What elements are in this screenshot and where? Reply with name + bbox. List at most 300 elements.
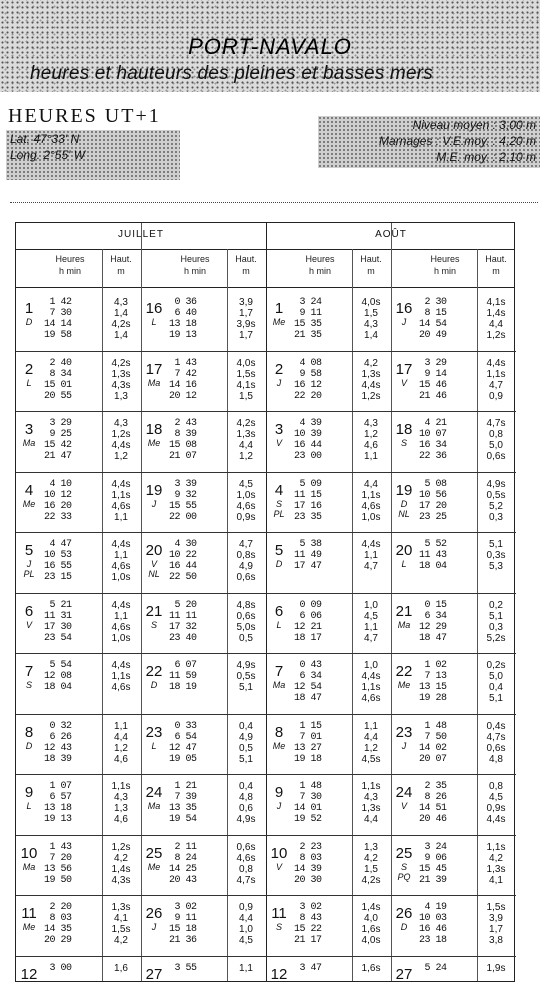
day-of-week: Me [397,680,411,690]
tide-times: 0 09 6 06 12 21 18 17 [294,599,322,644]
row-separator [16,774,141,775]
day-number: 12 [270,965,288,983]
tide-heights [228,902,264,946]
tide-heights [103,600,139,644]
row-separator [391,411,516,412]
header-heures: Heures h min [180,254,210,276]
day-number: 17 [395,360,413,378]
tide-heights [228,842,264,886]
tide-height: 4,4s [361,671,381,682]
tide-height: 4,2 [489,852,503,864]
day-label [268,604,290,630]
month-aout: AOÛT [375,229,407,240]
day-number: 7 [24,663,34,680]
day-of-week: Ma [22,438,36,448]
tide-heights [478,660,514,704]
tide-height: 1,3s [111,902,131,913]
tide-times: 3 29 9 25 15 42 21 47 [44,418,72,462]
tide-height: 0,5s [236,671,256,682]
row-separator [266,774,391,775]
tide-heights [478,479,514,523]
tide-height: 4,9s [236,660,256,671]
tide-heights [228,660,264,693]
tide-height: 4,2 [364,852,378,864]
tide-height: 1,2s [486,330,506,341]
tide-times: 1 48 7 50 14 02 20 07 [419,720,447,765]
day-number: 4 [24,481,34,499]
day-label [268,906,290,932]
row-separator [266,714,391,715]
row-separator [141,351,266,352]
tide-height: 3,8 [489,935,503,946]
dotted-separator [10,202,538,203]
tide-height: 4,4 [364,478,378,490]
day-of-week: Me [147,438,161,448]
header-heures: Heures h min [305,254,335,276]
tide-height: 1,1 [239,962,253,974]
tide-height: 4,4s [111,478,131,490]
tide-height: 3,9s [236,319,256,330]
day-number: 27 [145,965,163,983]
row-separator [16,532,141,533]
tide-times: 5 20 11 11 17 32 23 40 [169,599,197,644]
day-number: 23 [145,723,163,741]
day-label [393,543,415,569]
tide-height: 1,3 [114,803,128,814]
month-juillet: JUILLET [118,229,164,240]
tide-height: 0,8 [489,781,503,792]
day-number: 19 [145,481,163,499]
tide-height: 1,3s [111,368,131,380]
row-separator [266,593,391,594]
tide-heights [353,539,389,572]
tide-times: 5 09 11 15 17 16 23 35 [294,478,322,523]
day-label [143,967,165,983]
tide-height: 0,2s [486,660,506,671]
day-of-week: Me [22,922,36,932]
tide-times: 4 47 10 53 16 55 23 15 [44,539,72,583]
tide-height: 1,4 [114,308,128,319]
day-label [393,664,415,690]
tide-height: 4,2 [364,357,378,369]
tide-height: 4,2s [361,874,381,886]
tide-times: 2 30 8 15 14 54 20 49 [419,297,447,341]
day-of-week: S [275,922,282,932]
day-label [393,846,415,882]
tide-height: 1,6 [114,962,128,974]
tide-heights [228,963,264,974]
tide-height: 4,2s [236,418,256,429]
tide-height: 1,0s [361,511,381,523]
row-separator [391,774,516,775]
tide-times: 0 15 6 34 12 29 18 47 [419,599,447,644]
tide-times: 0 32 6 26 12 43 18 39 [44,720,72,765]
day-of-week: Me [272,317,286,327]
tide-height: 0,6s [236,610,256,622]
tide-heights [478,902,514,946]
tide-heights [228,781,264,825]
tide-heights [228,479,264,523]
tide-height: 1,1 [364,550,378,561]
tide-heights [353,600,389,644]
tide-heights [353,781,389,825]
tide-height: 1,2 [364,429,378,440]
day-of-week: J [26,559,32,569]
day-of-week: V [275,438,282,448]
day-number: 8 [24,723,34,741]
tide-height: 1,7 [239,330,253,341]
day-number: 7 [274,663,284,680]
tide-heights [103,479,139,523]
tide-heights [478,721,514,765]
day-label [143,422,165,448]
tide-height: 1,1s [361,781,381,792]
day-of-week: J [276,801,282,811]
header-hauteur: Haut. m [360,254,382,276]
tide-heights [353,842,389,886]
day-of-week: J [276,377,282,388]
day-label [143,725,165,751]
tide-times: 3 02 8 43 15 22 21 17 [294,902,322,946]
tide-height: 3,9 [489,913,503,924]
tide-height: 1,5 [364,863,378,875]
row-separator [141,653,266,654]
day-label [268,725,290,751]
day-of-week: S [400,438,407,448]
day-of-week: D [400,922,408,932]
tide-height: 4,3 [364,418,378,429]
day-label [393,604,415,630]
day-of-week: J [401,740,407,751]
day-label [143,301,165,327]
tide-times: 3 55 [169,962,197,974]
tide-height: 4,7 [364,632,378,644]
tide-height: 1,1s [111,781,131,792]
tide-height: 1,0 [239,924,253,935]
day-label [393,301,415,327]
day-number: 22 [395,663,413,680]
header-heures: Heures h min [55,254,85,276]
day-of-week: D [400,498,408,509]
tide-heights [228,358,264,402]
tide-times: 1 43 7 20 13 56 19 50 [44,841,72,886]
tide-height: 4,5 [364,610,378,622]
tide-times: 3 29 9 14 15 46 21 46 [419,357,447,402]
tide-height: 4,1 [489,874,503,886]
tide-times: 3 24 9 11 15 35 21 35 [294,297,322,341]
tide-height: 1,3s [486,863,506,875]
tide-height: 1,4 [114,330,128,341]
row-separator [16,714,141,715]
day-of-week: V [400,801,407,811]
row-separator [266,835,391,836]
tide-height: 4,2s [111,357,131,369]
tide-height: 4,2 [114,852,128,864]
tide-height: 4,5s [361,753,381,765]
tide-height: 4,9 [239,561,253,572]
day-number: 24 [145,784,163,801]
tide-height: 0,4 [239,720,253,732]
day-number: 3 [274,421,284,438]
month-header-row [16,223,514,250]
tide-times: 5 54 12 08 18 04 [44,660,72,693]
tide-height: 1,4s [486,308,506,319]
day-number: 26 [395,905,413,922]
day-of-week: D [275,559,283,569]
day-of-week: L [26,377,32,388]
tide-height: 4,7s [236,874,256,886]
tide-height: 5,0s [236,621,256,633]
tide-height: 4,6s [236,500,256,512]
row-separator [266,956,391,957]
tide-heights [478,418,514,462]
tide-height: 1,0s [111,572,131,583]
tide-heights [228,297,264,341]
tide-height: 1,0s [236,489,256,501]
tide-height: 0,3s [486,550,506,561]
tide-height: 0,2 [489,599,503,611]
row-separator [16,472,141,473]
tide-heights [103,297,139,341]
tide-height: 0,6s [236,841,256,853]
tide-times: 3 39 9 32 15 55 22 00 [169,478,197,523]
tide-height: 1,6s [361,962,381,974]
day-label [268,301,290,327]
row-separator [391,956,516,957]
tide-height: 5,2 [489,500,503,512]
moon-phase: PQ [397,871,411,882]
tide-height: 0,5 [239,742,253,754]
day-of-week: S [275,498,282,509]
day-of-week: J [401,317,407,327]
day-number: 18 [145,421,163,438]
day-label [18,301,40,327]
day-number: 12 [20,965,38,983]
day-label [18,846,40,872]
tide-times: 1 42 7 30 14 14 19 58 [44,297,72,341]
tide-times: 2 11 8 24 14 25 20 43 [169,841,197,886]
tide-height: 1,5 [364,308,378,319]
tide-times: 4 08 9 58 16 12 22 20 [294,357,322,402]
tide-height: 4,6s [111,561,131,572]
spring-tide-range: Marnages : V.E.moy. : 4,20 m [379,134,536,148]
day-label [18,664,40,690]
subtitle: heures et hauteurs des pleines et basses mers [30,63,433,84]
row-separator [391,653,516,654]
tide-times: 0 33 6 54 12 47 19 05 [169,720,197,765]
tide-height: 0,9 [239,902,253,913]
tide-height: 4,4 [239,440,253,451]
tide-height: 4,7s [486,418,506,429]
row-separator [141,411,266,412]
tide-heights [478,781,514,825]
tide-height: 1,0s [111,632,131,644]
tide-heights [478,600,514,644]
tide-height: 4,5 [239,478,253,490]
day-of-week: Ma [147,801,161,811]
neap-tide-range: M.E. moy. : 2,10 m [436,150,536,164]
port-title: PORT-NAVALO [188,34,352,59]
day-number: 2 [24,360,34,378]
coordinates-box [6,130,180,180]
tide-times: 2 23 8 03 14 39 20 30 [294,841,322,886]
day-number: 24 [395,784,413,801]
tide-height: 5,1 [489,610,503,622]
tide-times: 1 15 7 01 13 27 19 18 [294,720,322,765]
tide-height: 1,1s [111,489,131,501]
tide-height: 4,0s [361,935,381,946]
tide-height: 4,1s [236,379,256,391]
header-heures: Heures h min [430,254,460,276]
row-separator [16,835,141,836]
tide-height: 1,1 [114,550,128,561]
tide-height: 0,5 [239,632,253,644]
tide-height: 4,5 [489,792,503,803]
tide-height: 4,4s [361,379,381,391]
tide-height: 1,3s [236,429,256,440]
day-of-week: V [275,861,282,872]
tide-heights [478,358,514,402]
tide-heights [353,963,389,974]
day-of-week: L [401,559,407,569]
tide-height: 5,2s [486,632,506,644]
day-of-week: Me [147,861,161,872]
day-of-week: L [276,619,282,630]
tide-times: 2 40 8 34 15 01 20 55 [44,357,72,402]
tide-height: 0,4s [486,720,506,732]
column-divider [266,223,267,981]
row-separator [16,593,141,594]
tide-height: 4,3 [364,792,378,803]
row-separator [391,351,516,352]
tide-height: 1,4 [364,330,378,341]
day-number: 8 [274,723,284,741]
day-label [393,906,415,932]
tide-heights [103,902,139,946]
moon-phase: PL [273,508,285,519]
tide-height: 5,1 [489,539,503,550]
tide-height: 0,5s [486,489,506,501]
day-of-week: Ma [397,619,411,630]
tide-height: 4,6s [111,682,131,693]
tide-heights [228,418,264,462]
tide-times: 2 35 8 26 14 51 20 46 [419,781,447,825]
tide-times: 6 07 11 59 18 19 [169,660,197,693]
tide-times: 2 43 8 39 15 08 21 07 [169,418,197,462]
tide-height: 4,4 [364,731,378,743]
day-of-week: J [151,922,157,932]
tide-heights [103,358,139,402]
day-of-week: L [26,801,32,811]
day-label [393,483,415,519]
tide-heights [353,358,389,402]
tide-heights [103,842,139,886]
tide-height: 0,8 [489,429,503,440]
day-number: 1 [274,300,284,317]
tide-height: 1,1s [361,489,381,501]
day-number: 20 [395,542,413,559]
header-hauteur: Haut. m [235,254,257,276]
tide-height: 1,0 [364,599,378,611]
day-label [143,604,165,630]
day-label [268,422,290,448]
tide-height: 1,1s [486,841,506,853]
tide-height: 4,3 [114,792,128,803]
tide-heights [478,539,514,572]
tide-height: 1,3 [114,390,128,402]
day-number: 25 [395,844,413,862]
row-separator [266,532,391,533]
row-separator [266,895,391,896]
tide-height: 4,2 [114,935,128,946]
tide-height: 4,8 [239,792,253,803]
row-separator [141,714,266,715]
tide-times: 4 10 10 12 16 20 22 33 [44,478,72,523]
day-of-week: Me [272,740,286,751]
row-separator [16,653,141,654]
tide-height: 4,8 [489,753,503,765]
day-number: 20 [145,542,163,559]
tide-heights [103,418,139,462]
row-separator [391,593,516,594]
tide-height: 0,9 [489,390,503,402]
tide-height: 4,4s [486,814,506,825]
tide-height: 4,6 [114,753,128,765]
day-of-week: V [400,377,407,388]
day-of-week: V [25,619,32,630]
day-number: 5 [24,542,34,559]
tide-heights [103,963,139,974]
header-hauteur: Haut. m [485,254,507,276]
day-label [143,543,165,579]
row-separator [16,351,141,352]
tide-height: 1,6s [361,924,381,935]
tide-heights [103,781,139,825]
day-number: 6 [274,602,284,620]
tide-height: 1,1s [361,682,381,693]
day-number: 27 [395,965,413,983]
row-separator [391,835,516,836]
tide-times: 2 20 8 03 14 35 20 29 [44,902,72,946]
tide-height: 1,2 [114,451,128,462]
tide-height: 1,5s [486,902,506,913]
day-number: 1 [24,300,34,317]
tide-height: 4,6 [114,814,128,825]
day-label [268,664,290,690]
tide-height: 4,4 [239,913,253,924]
row-separator [141,835,266,836]
tide-height: 0,4 [489,682,503,693]
tide-height: 0,6s [486,451,506,462]
tide-times: 4 21 10 07 16 34 22 36 [419,418,447,462]
tide-height: 0,6s [236,572,256,583]
row-separator [266,411,391,412]
tide-height: 1,1 [364,451,378,462]
tide-height: 1,9s [486,962,506,974]
tide-times: 1 48 7 30 14 01 19 52 [294,781,322,825]
day-number: 26 [145,905,163,922]
tide-height: 0,3 [489,621,503,633]
tide-times: 3 00 [44,962,72,974]
tide-heights [478,842,514,886]
row-separator [391,472,516,473]
tide-height: 1,1 [364,621,378,633]
day-of-week: Me [22,498,36,509]
day-label [143,906,165,932]
tide-height: 1,1 [114,610,128,622]
day-of-week: D [25,317,33,327]
header-hauteur: Haut. m [110,254,132,276]
